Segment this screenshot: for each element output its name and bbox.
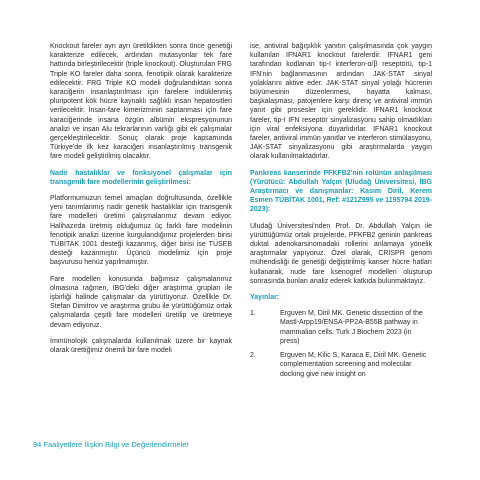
left-paragraph-2: Platformumuzun temel amaçları doğrultusunda, özellikle yeni tanımlanmış nadir genetik hastalıklar için transgenik fare modelleri üretimi çalışmalarımız devam ediyor. Halihazırda üretmiş olduğumuz üç farklı fare modelinin fenotipik analizi üzerine kurgulandığımız projelerden birisi TÜBİTAK 1001 desteği kazanmış, diğer birisi ise TÜSEB desteği kazanmıştır. Üçüncü modelimiz için proje başvurusu henüz yapılmamıştır. — [50, 195, 232, 267]
left-paragraph-1: Knockout fareler ayrı ayrı üretildikten sonra önce genetiği karakterize edilecek, ardından mutasyonlar tek fare hattında birleştirilecektir (triple knockout). Oluşturulan FRG Triple KO fareler daha sonra, fenotipik olarak karakterize edilecektir. FRG Triple KO modeli doğrulandıktan sonra karaciğerin insanlaştırılması için farelere indüklenmiş pluripotent kök hücre kaynaklı sağlıklı insan hepatositleri verilecektir. İnsan-fare kimerizminin saptanması için fare karaciğerinde insana özgün albümin ekspresyonunun analizi ve insan Alu tekrarlarının varlığı gibi ek çalışmalar gerçekleştirilecektir. Sonuç olarak proje kapsamında Türkiye'de ilk kez karaciğeri insanlaştırılmış transgenik fare modeli geliştirilmiş olacaktır. — [50, 43, 232, 161]
section-heading-pfkfb2: Pankreas kanserinde PFKFB2'nin rolünün anlaşılması (Yürütücü: Abdullah Yalçın (Uludağ Üniversitesi, İBG Araştırmacı ve danışmanlar: Kasım Diril, Kerem Esmen TÜBİTAK 1001, Ref: #121Z995 ve 1195794 2019-2023): — [250, 169, 432, 214]
right-column — [250, 42, 432, 384]
left-column — [50, 42, 232, 362]
reference-text: Erguven M, Kilic S, Karaca E, Diril MK. Genetic complementation screening and molecular docking give new insight on — [280, 352, 427, 378]
right-paragraph-1: ise, antiviral bağışıklık yanıtın çalışılmasında çok yaygın kullanılan IFNAR1 knockout farelerdir. IFNAR1 geni tarafından kodlanan tip-I interferon-α/β reseptörü, tip-1 IFN'nin bağlanmasının ardından JAK-STAT sinyal yolaklarını aktive eder. JAK-STAT sinyal yolağı hücrenin büyümesinin düzenlenmesi, hayatta kalması, başkalaşması, patojenlere karşı direnç ve antiviral immün yanıt gibi prosesler için gereklidir. IFNAR1 knockout fareler, tip-I IFN reseptör sinyalizasyonu sahip olmadıkları için viral enfeksiyona duyarlıdırlar. IFNAR1 knockout fareler, antiviral immün yanıtlar ve interferon stimülasyonu, JAK-STAT sinyalizasyonu gibi araştırmalarda yaygın olarak kullanılmaktadırlar. — [250, 43, 432, 161]
reference-item — [250, 351, 432, 379]
reference-text: Erguven M, Diril MK. Genetic dissection of the Mastl-Arpp19/ENSA-PP2A-B55B pathway in mammalian cells. Turk J Biochem 2023 (in press) — [280, 310, 423, 345]
publications-heading: Yayınlar: — [250, 294, 280, 302]
left-paragraph-4: İmmünolojik çalışmalarda kullanılmak üzere bir kaynak olarak ürettiğimiz önemli bir fare modeli — [50, 337, 232, 355]
reference-number: 2. — [250, 352, 256, 360]
reference-number: 1. — [250, 310, 256, 318]
reference-item — [250, 309, 432, 346]
right-paragraph-2: Uludağ Üniversitesi'nden Prof. Dr. Abdullah Yalçın ile yürüttüğümüz ortak projelerde, PFKFB2 geninin pankreas duktal adenokarsinomadaki rollerini anlamaya yönelik araştırmalar yapıyoruz. Özel olarak, CRISPR genom mühendisliği ile genetiği değiştirilmiş kanser hücre hatları kullanarak, nude fare ksenogref modelleri oluşturup sonrasında bunları analiz ederek katkıda bulunmaktayız. — [250, 222, 432, 285]
page-footer: 94 Faaliyetlere İlişkin Bilgi ve Değerlendirmeler — [33, 440, 189, 449]
section-heading-transgenic-models: Nadir hastalıklar ve fonksiyonel çalışmalar için transgenik fare modellerinin geliştirilmesi: — [50, 169, 232, 186]
left-paragraph-3: Fare modelleri konusunda bağımsız çalışmalarımız olmasına rağmen, İBG'deki diğer araştırma grupları ile işbirliği halinde çalışmalar da yürütüyoruz. Özellikle Dr. Stefan Dimitrov ve araştırma grubu ile yürüttüğümüz ortak çalışmalarda çeşitli fare modelleri üretilip ve üretmeye devam ediyoruz. — [50, 275, 232, 329]
